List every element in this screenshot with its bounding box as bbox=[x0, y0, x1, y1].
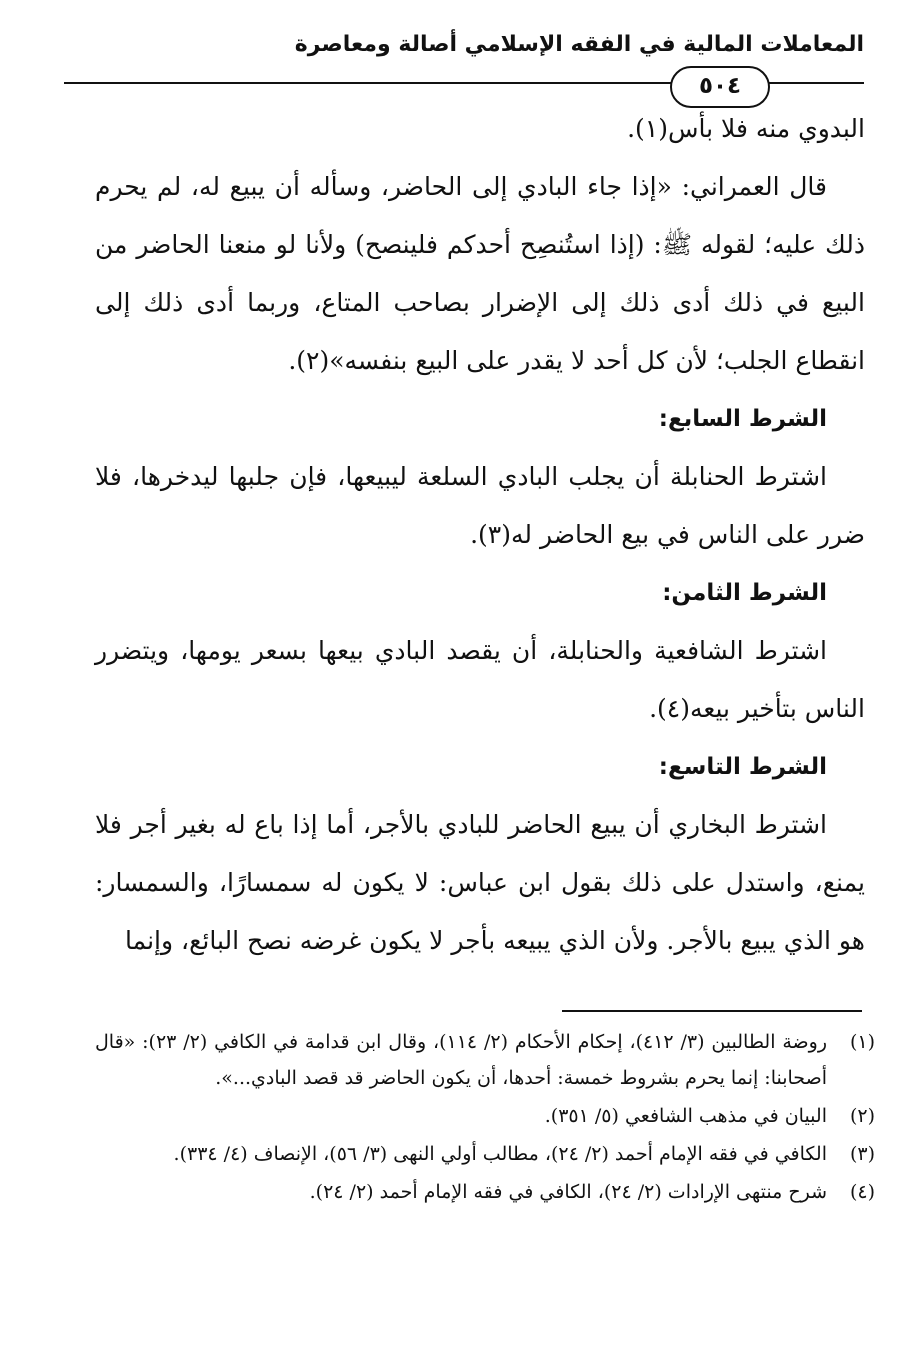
footnote-text: روضة الطالبين (٣/ ٤١٢)، إحكام الأحكام (٢/ ١١٤)، وقال ابن قدامة في الكافي (٢/ ٢٣): «قال أصحابنا: إنما يحرم بشروط خمسة: أحدها، أن يكون الحاضر قد قصد البادي...». bbox=[95, 1031, 827, 1089]
footnote-separator bbox=[562, 1010, 862, 1012]
paragraph: البدوي منه فلا بأس(١). bbox=[627, 114, 865, 143]
footnote bbox=[95, 1174, 875, 1210]
section-heading: الشرط السابع: bbox=[658, 406, 827, 432]
footnote-number: (٤) bbox=[849, 1181, 875, 1203]
footnote-number: (٣) bbox=[849, 1143, 875, 1165]
section-heading: الشرط الثامن: bbox=[662, 580, 827, 606]
footnote-number: (٢) bbox=[849, 1105, 875, 1127]
footnote-text: البيان في مذهب الشافعي (٥/ ٣٥١). bbox=[544, 1105, 827, 1127]
footnote bbox=[95, 1136, 875, 1172]
footnote-text: شرح منتهى الإرادات (٢/ ٢٤)، الكافي في فقه الإمام أحمد (٢/ ٢٤). bbox=[309, 1181, 827, 1203]
footnote bbox=[95, 1098, 875, 1134]
footnote-text: الكافي في فقه الإمام أحمد (٢/ ٢٤)، مطالب أولي النهى (٣/ ٥٦)، الإنصاف (٤/ ٣٣٤). bbox=[173, 1143, 827, 1165]
paragraph: اشترط البخاري أن يبيع الحاضر للبادي بالأجر، أما إذا باع له بغير أجر فلا يمنع، واستدل على ذلك بقول ابن عباس: لا يكون له سمسارًا، والسمسار: هو الذي يبيع بالأجر. ولأن الذي يبيعه بأجر لا يكون غرضه نصح البائع، وإنما bbox=[95, 810, 865, 955]
page-number: ٥٠٤ bbox=[670, 66, 770, 108]
footnotes bbox=[95, 1024, 875, 1212]
paragraph: قال العمراني: «إذا جاء البادي إلى الحاضر، وسأله أن يبيع له، لم يحرم ذلك عليه؛ لقوله ﷺ: (إذا استُنصِح أحدكم فلينصح) ولأنا لو منعنا الحاضر من البيع في ذلك أدى ذلك إلى الإضرار بصاحب المتاع، وربما أدى ذلك إلى انقطاع الجلب؛ لأن كل أحد لا يقدر على البيع بنفسه»(٢). bbox=[95, 172, 865, 375]
section-heading: الشرط التاسع: bbox=[658, 754, 827, 780]
paragraph: اشترط الحنابلة أن يجلب البادي السلعة ليبيعها، فإن جلبها ليدخرها، فلا ضرر على الناس في بيع الحاضر له(٣). bbox=[95, 462, 865, 549]
running-title: المعاملات المالية في الفقه الإسلامي أصالة ومعاصرة bbox=[294, 32, 864, 57]
footnote-number: (١) bbox=[849, 1031, 875, 1053]
paragraph: اشترط الشافعية والحنابلة، أن يقصد البادي بيعها بسعر يومها، ويتضرر الناس بتأخير بيعه(٤). bbox=[95, 636, 865, 723]
footnote bbox=[95, 1024, 875, 1096]
page-header bbox=[64, 28, 864, 98]
main-text bbox=[95, 100, 865, 970]
